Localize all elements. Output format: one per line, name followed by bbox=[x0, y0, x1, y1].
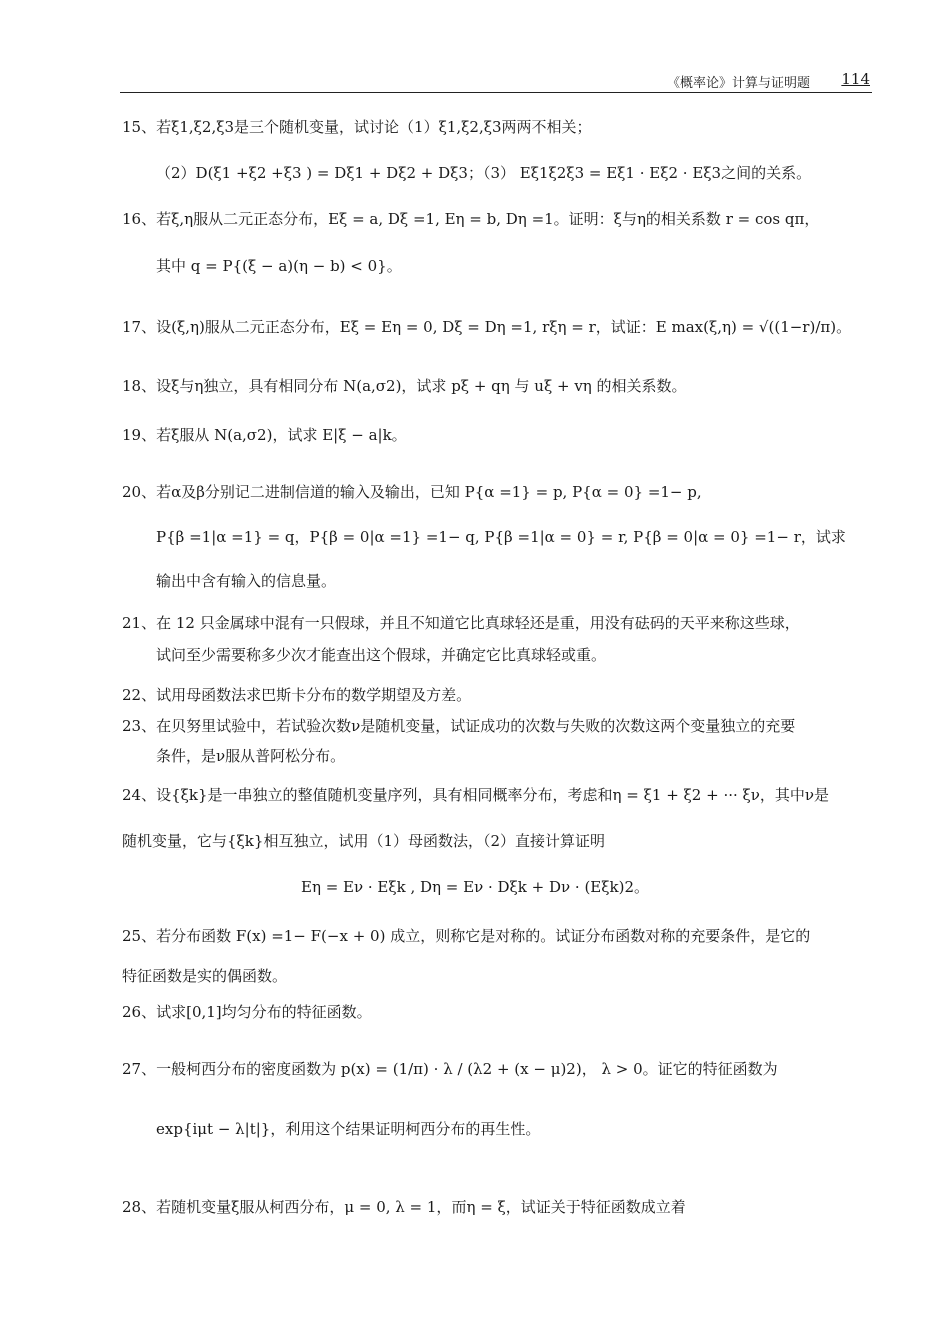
header-title: 《概率论》计算与证明题 bbox=[666, 76, 810, 91]
problem-27-line-1: 27、一般柯西分布的密度函数为 p(x) = (1/π) · λ / (λ2 + (x − μ)2)， λ > 0。证它的特征函数为 bbox=[122, 1060, 778, 1078]
problem-15-line-1: 15、若ξ1,ξ2,ξ3是三个随机变量，试讨论（1）ξ1,ξ2,ξ3两两不相关； bbox=[122, 118, 592, 136]
problem-24-line-1: 24、设{ξk}是一串独立的整值随机变量序列，具有相同概率分布，考虑和η = ξ1 + ξ2 + ··· ξν，其中ν是 bbox=[122, 786, 830, 804]
problem-17-line-1: 17、设(ξ,η)服从二元正态分布，Eξ = Eη = 0, Dξ = Dη =1, rξη = r，试证：E max(ξ,η) = √((1−r)/π)。 bbox=[122, 318, 852, 336]
problem-20-line-3: 输出中含有输入的信息量。 bbox=[156, 572, 337, 590]
problem-15-line-2: （2）D(ξ1 +ξ2 +ξ3 ) = Dξ1 + Dξ2 + Dξ3；（3） Eξ1ξ2ξ3 = Eξ1 · Eξ2 · Eξ3之间的关系。 bbox=[156, 164, 812, 182]
page-number: 114 bbox=[841, 70, 870, 88]
problem-22-line-1: 22、试用母函数法求巴斯卡分布的数学期望及方差。 bbox=[122, 686, 472, 704]
problem-24-line-2: 随机变量，它与{ξk}相互独立，试用（1）母函数法，（2）直接计算证明 bbox=[122, 832, 606, 850]
problem-16-line-1: 16、若ξ,η服从二元正态分布，Eξ = a, Dξ =1, Eη = b, Dη =1。证明：ξ与η的相关系数 r = cos qπ， bbox=[122, 210, 820, 228]
problem-27-line-2: exp{iμt − λ|t|}，利用这个结果证明柯西分布的再生性。 bbox=[156, 1120, 541, 1138]
problem-20-line-1: 20、若α及β分别记二进制信道的输入及输出，已知 P{α =1} = p, P{α = 0} =1− p, bbox=[122, 483, 702, 501]
problem-21-line-2: 试问至少需要称多少次才能查出这个假球，并确定它比真球轻或重。 bbox=[156, 646, 607, 664]
problem-25-line-1: 25、若分布函数 F(x) =1− F(−x + 0) 成立，则称它是对称的。试证分布函数对称的充要条件，是它的 bbox=[122, 927, 811, 945]
problem-25-line-2: 特征函数是实的偶函数。 bbox=[122, 967, 288, 985]
problem-26-line-1: 26、试求[0,1]均匀分布的特征函数。 bbox=[122, 1003, 372, 1021]
problem-28-line-1: 28、若随机变量ξ服从柯西分布，μ = 0, λ = 1，而η = ξ，试证关于特征函数成立着 bbox=[122, 1198, 686, 1216]
problem-24-equation: Eη = Eν · Eξk , Dη = Eν · Dξk + Dν · (Eξk)2。 bbox=[301, 878, 649, 896]
problem-21-line-1: 21、在 12 只金属球中混有一只假球，并且不知道它比真球轻还是重，用没有砝码的天平来称这些球， bbox=[122, 614, 800, 632]
problem-18-line-1: 18、设ξ与η独立，具有相同分布 N(a,σ2)，试求 pξ + qη 与 uξ + vη 的相关系数。 bbox=[122, 377, 687, 395]
page-header bbox=[120, 70, 872, 93]
problem-23-line-1: 23、在贝努里试验中，若试验次数ν是随机变量，试证成功的次数与失败的次数这两个变量独立的充要 bbox=[122, 717, 796, 735]
problem-20-line-2: P{β =1|α =1} = q，P{β = 0|α =1} =1− q, P{β =1|α = 0} = r, P{β = 0|α = 0} =1− r，试求 bbox=[156, 528, 846, 546]
problem-23-line-2: 条件，是ν服从普阿松分布。 bbox=[156, 747, 346, 765]
problem-19-line-1: 19、若ξ服从 N(a,σ2)，试求 E|ξ − a|k。 bbox=[122, 426, 407, 444]
problem-16-line-2: 其中 q = P{(ξ − a)(η − b) < 0}。 bbox=[156, 257, 402, 275]
